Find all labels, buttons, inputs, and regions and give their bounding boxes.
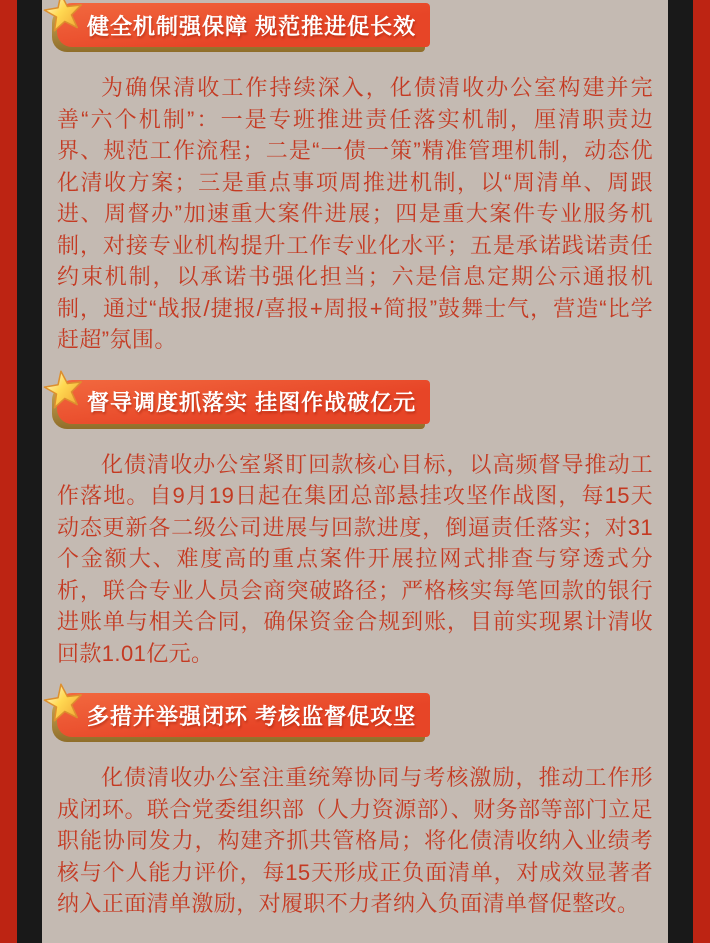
banner-body (57, 693, 430, 737)
banner-body (57, 380, 430, 424)
section-title: 健全机制强保障 规范推进促长效 (87, 13, 417, 39)
paragraph: 化债清收办公室注重统筹协同与考核激励，推动工作形成闭环。联合党委组织部（人力资源部）、财务部等部门立足职能协同发力，构建齐抓共管格局；将化债清收纳入业绩考核与个人能力评价，每15天形成正负面清单，对成效显著者纳入正面清单激励，对履职不力者纳入负面清单督促整改。 (57, 765, 653, 916)
inner-frame (17, 0, 693, 943)
article-content (42, 0, 668, 943)
section-banner (57, 3, 430, 47)
banner-body (57, 3, 430, 47)
section-banner (57, 380, 430, 424)
star-icon (42, 366, 87, 412)
paragraph: 化债清收办公室紧盯回款核心目标，以高频督导推动工作落地。自9月19日起在集团总部悬挂攻坚作战图，每15天动态更新各二级公司进展与回款进度，倒逼责任落实；对31个金额大、难度高的重点案件开展拉网式排查与穿透式分析，联合专业人员会商突破路径；严格核实每笔回款的银行进账单与相关合同，确保资金合规到账，目前实现累计清收回款1.01亿元。 (57, 451, 653, 666)
star-icon (42, 0, 87, 36)
section-banner (57, 693, 430, 737)
section-title: 多措并举强闭环 考核监督促攻坚 (87, 703, 417, 729)
star-icon (42, 679, 87, 725)
section-title: 督导调度抓落实 挂图作战破亿元 (87, 390, 417, 415)
paragraph: 为确保清收工作持续深入，化债清收办公室构建并完善“六个机制”：一是专班推进责任落实机制，厘清职责边界、规范工作流程；二是“一债一策”精准管理机制，动态优化清收方案；三是重点事项周推进机制，以“周清单、周跟进、周督办”加速重大案件进展；四是重大案件专业服务机制，对接专业机构提升工作专业化水平；五是承诺践诺责任约束机制，以承诺书强化担当；六是信息定期公示通报机制，通过“战报/捷报/喜报+周报+简报”鼓舞士气，营造“比学赶超”氛围。 (57, 75, 653, 352)
